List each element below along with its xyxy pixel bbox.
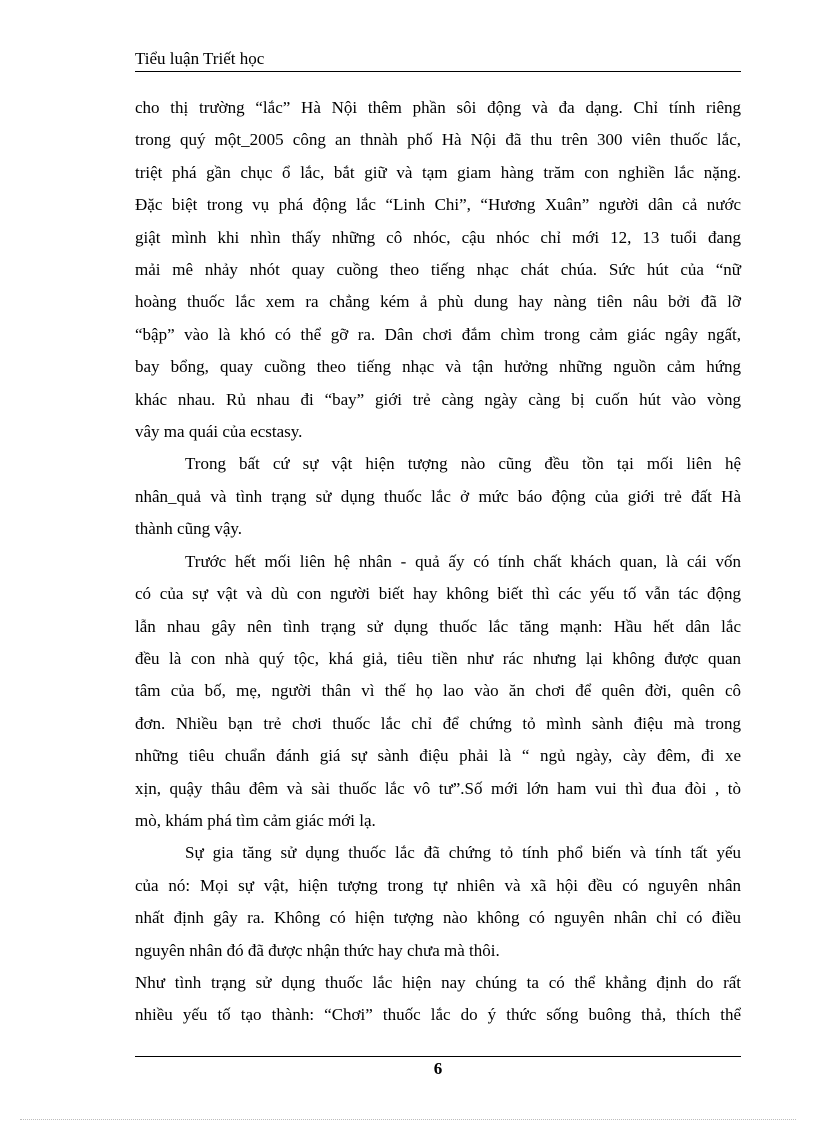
text-line: những tiêu chuẩn đánh giá sự sành điệu phải là “ ngủ ngày, cày đêm, đi xe: [135, 746, 741, 766]
text-line: triệt phá gần chục ổ lắc, bắt giữ và tạm giam hàng trăm con nghiền lắc nặng.: [135, 162, 741, 182]
text-line: Như tình trạng sử dụng thuốc lắc hiện nay chúng ta có thể khẳng định do rất: [135, 972, 741, 992]
text-line: hoàng thuốc lắc xem ra chẳng kém ả phù dung hay nàng tiên nâu bởi đã lỡ: [135, 292, 741, 312]
paragraph-1: [135, 92, 741, 448]
page-number: 6: [433, 1059, 443, 1078]
header-title: Tiểu luận Triết học: [135, 49, 265, 68]
text-line: tâm của bố, mẹ, người thân vì thế họ lao vào ăn chơi để quên đời, quên cô: [135, 681, 741, 701]
text-line: đều là con nhà quý tộc, khá giả, tiêu tiền như rác nhưng lại không được quan: [135, 648, 741, 668]
paragraph-5: [135, 967, 741, 1032]
text-line: Trước hết mối liên hệ nhân - quả ấy có tính chất khách quan, là cái vốn: [185, 551, 741, 571]
text-line: nhiều yếu tố tạo thành: “Chơi” thuốc lắc do ý thức sống buông thả, thích thể: [135, 1005, 741, 1025]
paragraph-3: [135, 546, 741, 838]
text-line: có của sự vật và dù con người biết hay không biết thì các yếu tố vẫn tác động: [135, 584, 741, 604]
page-edge-dotted-line: [20, 1119, 796, 1120]
footer-rule: [135, 1056, 741, 1057]
text-line: vây ma quái của ecstasy.: [135, 422, 303, 442]
paragraph-4: [135, 837, 741, 967]
text-line: lẫn nhau gây nên tình trạng sử dụng thuốc lắc tăng mạnh: Hầu hết dân lắc: [135, 616, 741, 636]
text-line: xịn, quậy thâu đêm và sài thuốc lắc vô tư”.Số mới lớn ham vui thì đua đòi , tò: [135, 778, 741, 798]
text-line: khác nhau. Rủ nhau đi “bay” giới trẻ càng ngày càng bị cuốn hút vào vòng: [135, 389, 741, 409]
body-text: [135, 92, 741, 1032]
text-line: cho thị trường “lắc” Hà Nội thêm phần sôi động và đa dạng. Chỉ tính riêng: [135, 98, 741, 117]
running-header: [135, 48, 741, 72]
text-line: giật mình khi nhìn thấy những cô nhóc, cậu nhóc chỉ mới 12, 13 tuổi đang: [135, 227, 741, 247]
paragraph-2: [135, 448, 741, 545]
text-line: Trong bất cứ sự vật hiện tượng nào cũng đều tồn tại mối liên hệ: [185, 454, 741, 474]
text-line: của nó: Mọi sự vật, hiện tượng trong tự nhiên và xã hội đều có nguyên nhân: [135, 875, 741, 895]
text-line: nhân_quả và tình trạng sử dụng thuốc lắc ở mức báo động của giới trẻ đất Hà: [135, 486, 741, 506]
text-line: Sự gia tăng sử dụng thuốc lắc đã chứng tỏ tính phổ biến và tính tất yếu: [185, 843, 741, 863]
text-line: nhất định gây ra. Không có hiện tượng nào không có nguyên nhân chỉ có điều: [135, 908, 741, 928]
text-line: mải mê nhảy nhót quay cuồng theo tiếng nhạc chát chúa. Sức hút của “nữ: [135, 260, 741, 280]
text-line: bay bổng, quay cuồng theo tiếng nhạc và tận hưởng những nguồn cảm hứng: [135, 357, 741, 377]
text-line: Đặc biệt trong vụ phá động lắc “Linh Chi”, “Hương Xuân” người dân cả nước: [135, 195, 741, 215]
text-line: “bập” vào là khó có thể gỡ ra. Dân chơi đắm chìm trong cảm giác ngây ngất,: [135, 324, 741, 344]
text-line: mò, khám phá tìm cảm giác mới lạ.: [135, 810, 376, 830]
text-line: trong quý một_2005 công an thnàh phố Hà Nội đã thu trên 300 viên thuốc lắc,: [135, 130, 741, 150]
text-line: thành cũng vậy.: [135, 519, 243, 539]
text-line: nguyên nhân đó đã được nhận thức hay chưa mà thôi.: [135, 940, 500, 960]
text-line: đơn. Nhiều bạn trẻ chơi thuốc lắc chỉ để chứng tỏ mình sành điệu mà trong: [135, 713, 741, 733]
